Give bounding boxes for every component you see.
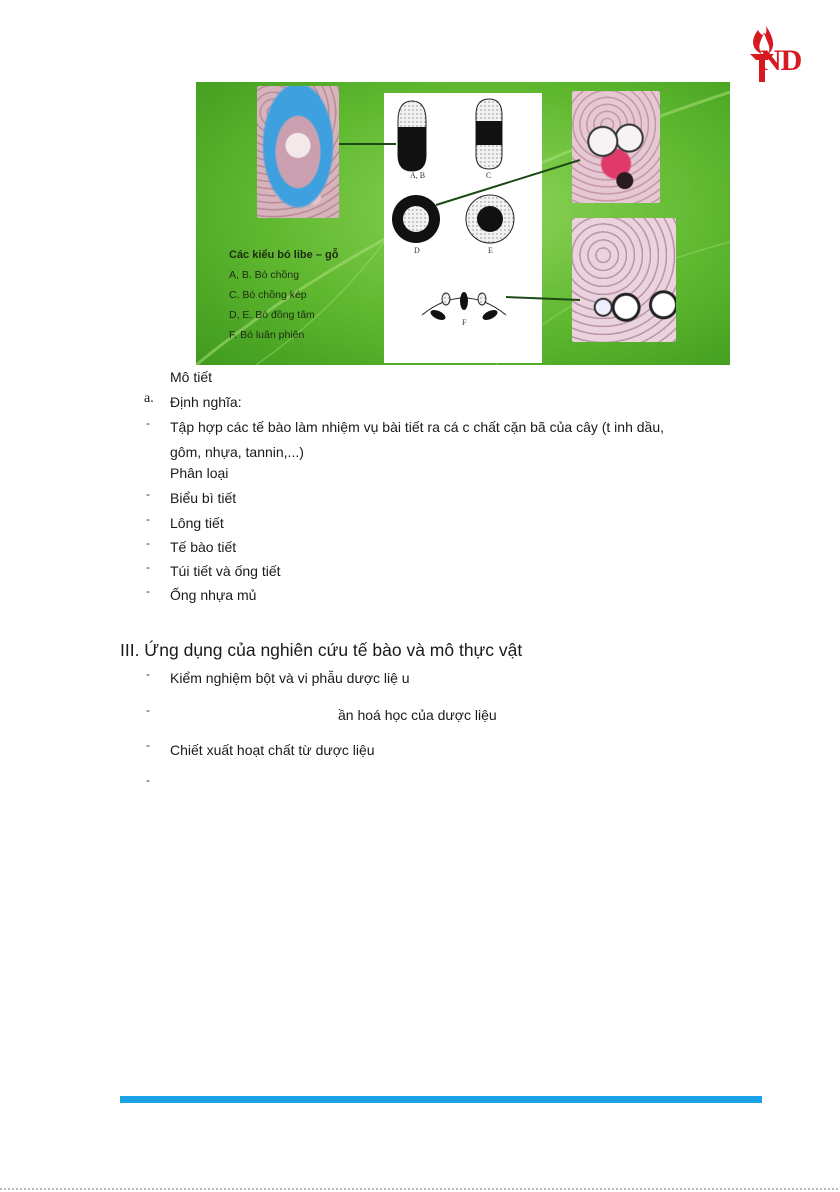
classification-item: Túi tiết và ống tiết xyxy=(170,563,281,579)
legend-title: Các kiểu bó libe – gỗ xyxy=(229,249,339,261)
label-e: E xyxy=(488,246,493,255)
bullet-dash: - xyxy=(146,584,150,598)
definition-title: Định nghĩa: xyxy=(170,394,242,410)
legend-item: C. Bó chồng kép xyxy=(229,289,307,301)
bullet-dash: - xyxy=(146,703,150,717)
application-item: Chiết xuất hoạt chất từ dược liệu xyxy=(170,742,375,758)
logo-text: ND xyxy=(760,44,802,77)
footer-rule xyxy=(120,1096,762,1103)
legend-item: F. Bó luân phiên xyxy=(229,329,305,341)
bullet-dash: - xyxy=(146,560,150,574)
bullet-dash: - xyxy=(146,416,150,430)
application-item: ần hoá học của dược liệu xyxy=(338,707,497,723)
bullet-dash: - xyxy=(146,512,150,526)
classification-title: Phân loại xyxy=(170,465,229,481)
label-f: F xyxy=(462,318,467,327)
section-heading-iii: III. Ứng dụng của nghiên cứu tế bào và mô thực vật xyxy=(120,640,523,660)
definition-marker: a. xyxy=(144,391,154,406)
classification-item: Lông tiết xyxy=(170,515,224,531)
bullet-dash: - xyxy=(146,773,150,787)
bullet-dash: - xyxy=(146,667,150,681)
bullet-dash: - xyxy=(146,536,150,550)
label-c: C xyxy=(486,171,492,180)
label-d: D xyxy=(414,246,420,255)
vascular-bundle-figure xyxy=(196,82,730,365)
legend-item: A, B. Bó chồng xyxy=(229,269,300,281)
classification-item: Ống nhựa mủ xyxy=(170,587,257,603)
definition-line-2: gôm, nhựa, tannin,...) xyxy=(170,444,304,460)
application-item: Kiểm nghiệm bột và vi phẫu dược liệ u xyxy=(170,670,410,686)
bullet-dash: - xyxy=(146,487,150,501)
definition-line-1: Tập hợp các tế bào làm nhiệm vụ bài tiết ra cá c chất cặn bã của cây (t inh dầu, xyxy=(170,419,665,435)
section-title-mo-tiet: Mô tiết xyxy=(170,369,213,385)
classification-item: Biểu bì tiết xyxy=(170,490,237,506)
legend-item: D, E. Bó đồng tâm xyxy=(229,309,315,321)
label-a-b: A, B xyxy=(410,171,426,180)
bullet-dash: - xyxy=(146,738,150,752)
figure-legend xyxy=(229,245,338,345)
classification-item: Tế bào tiết xyxy=(170,539,237,555)
page-edge-dots xyxy=(0,1188,840,1190)
